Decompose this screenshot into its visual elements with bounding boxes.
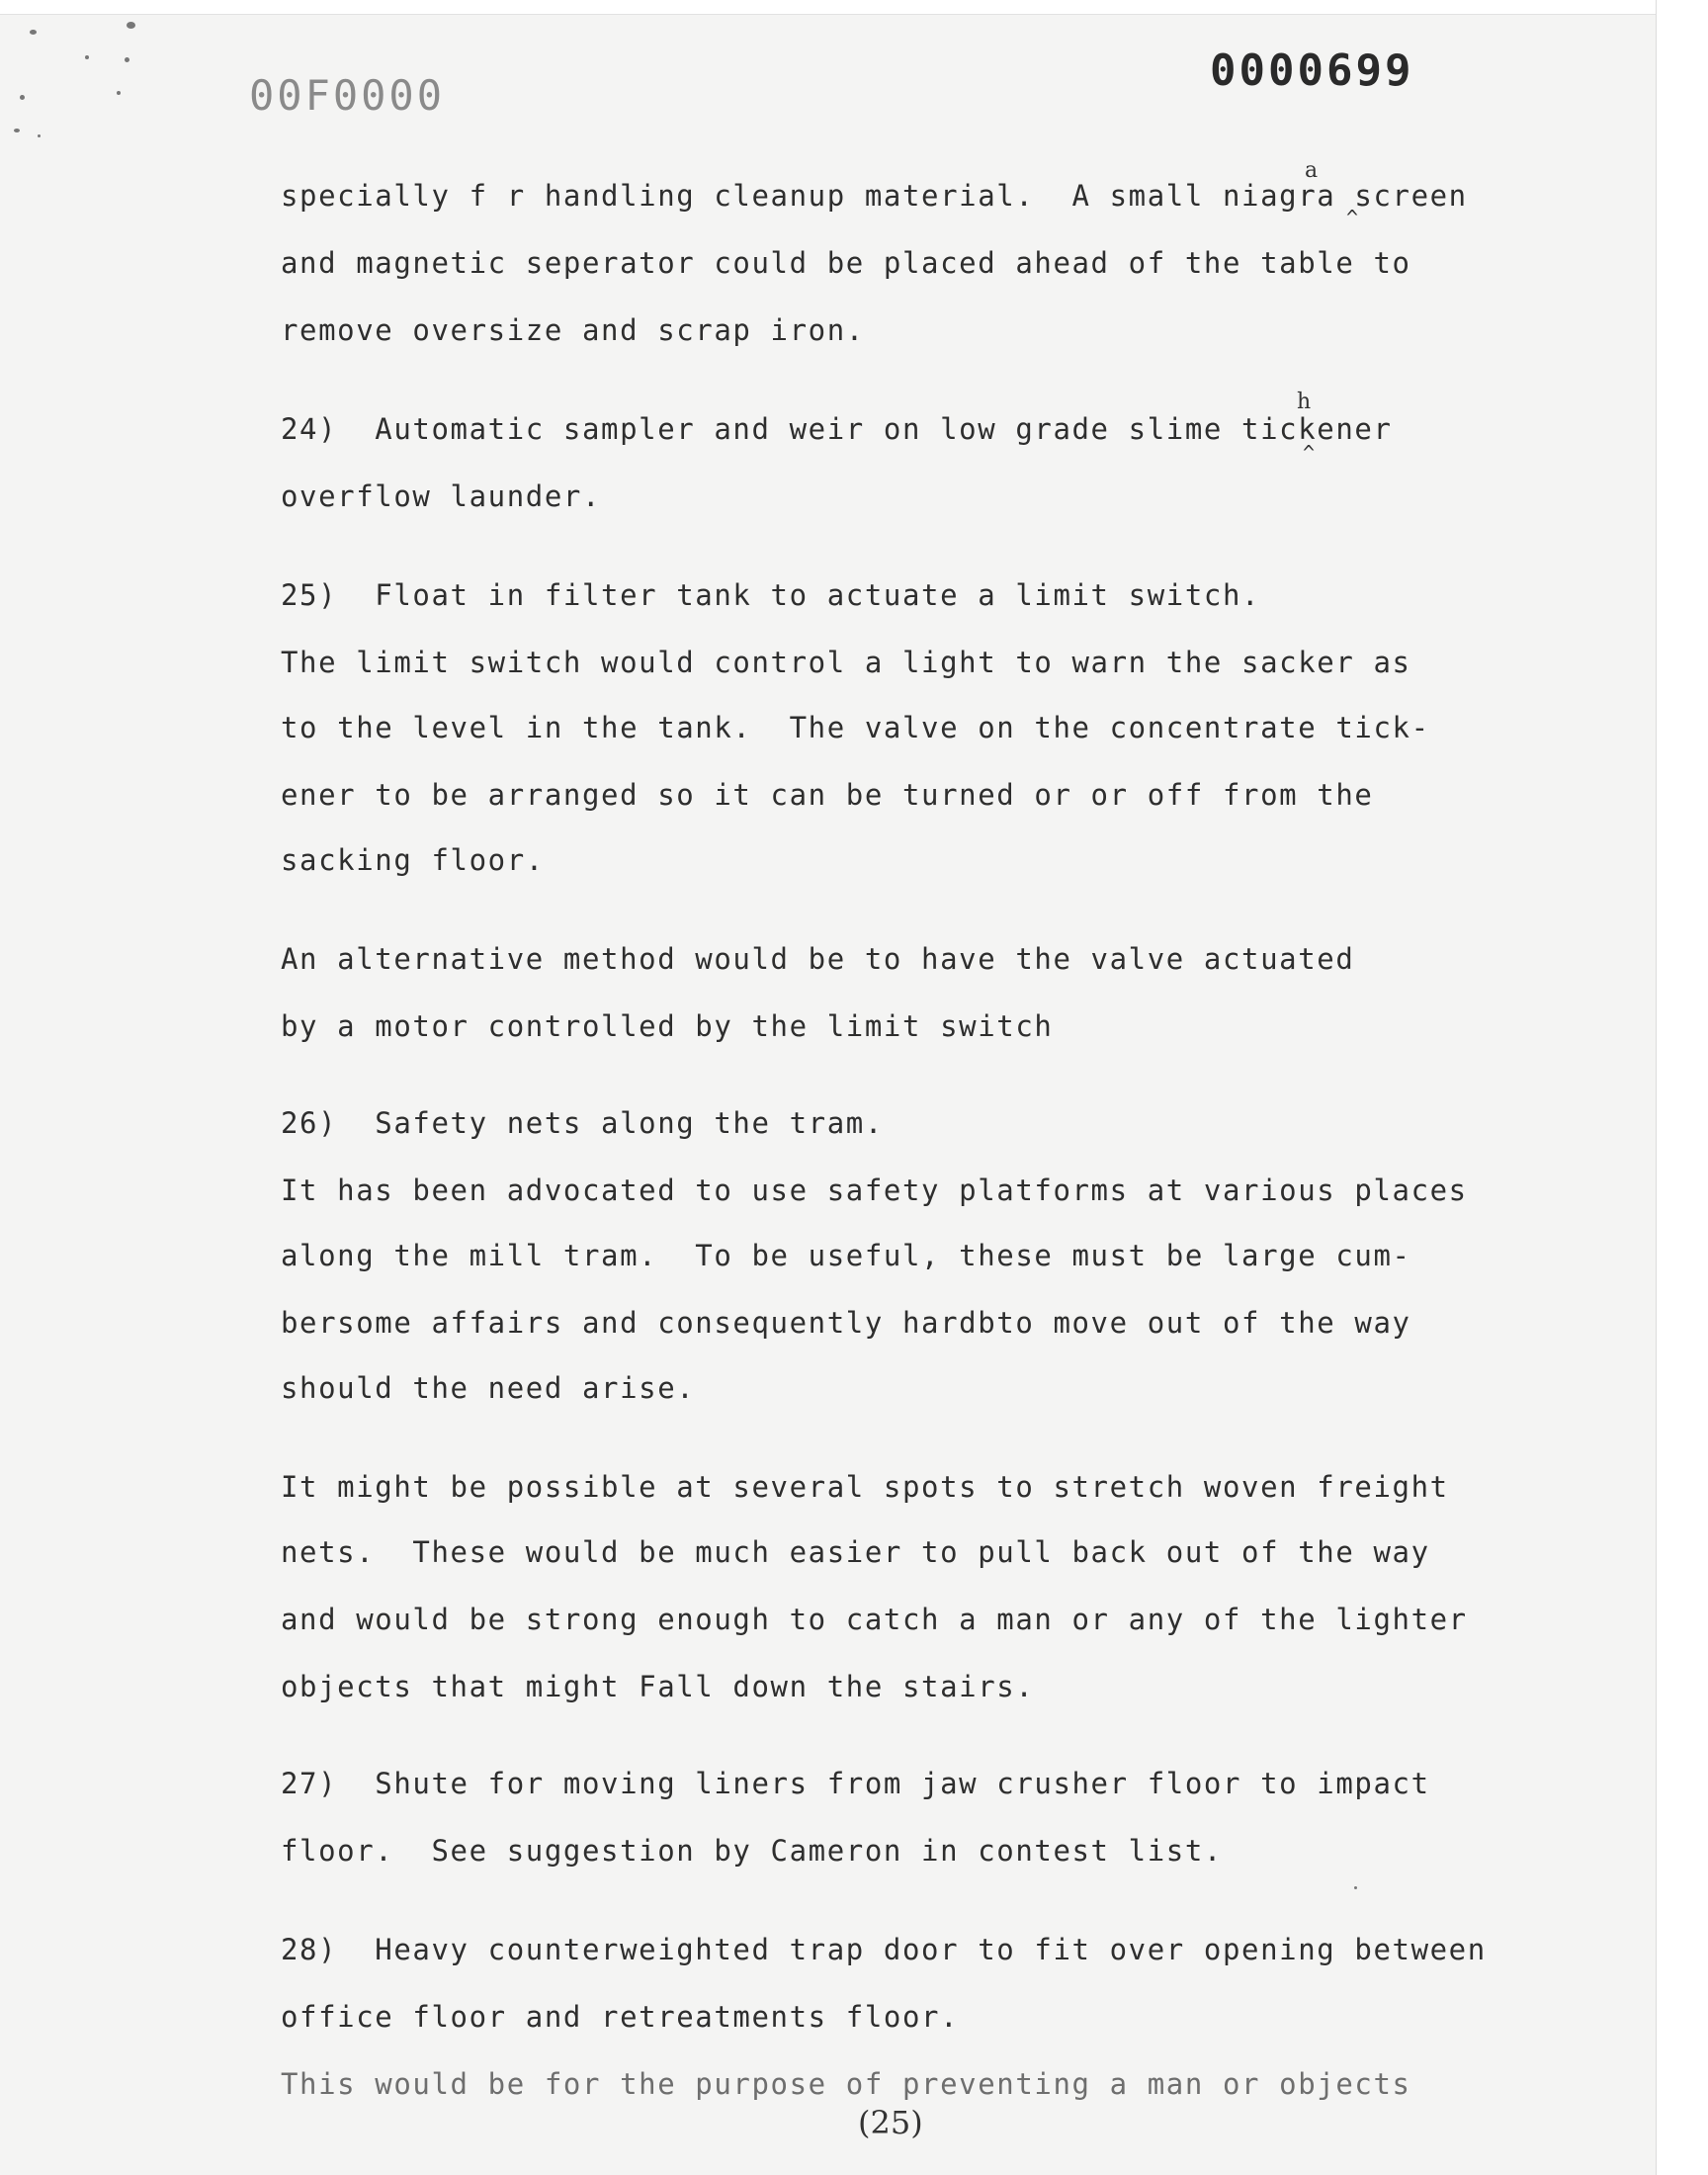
scan-top-edge (0, 0, 1657, 15)
item-27-heading: 27) Shute for moving liners from jaw crusher floor to impact (281, 1767, 1430, 1800)
text-line-14: It has been advocated to use safety platforms at various places (281, 1174, 1468, 1207)
text-line-23: floor. See suggestion by Cameron in contest list. (281, 1834, 1223, 1868)
text-line-19: nets. These would be much easier to pull back out of the way (281, 1535, 1430, 1569)
text-line-15: along the mill tram. To be useful, these must be large cum- (281, 1239, 1411, 1272)
text-line-2: and magnetic seperator could be placed ahead of the table to (281, 246, 1411, 280)
bates-stamp-faint: 00F0000 (249, 71, 446, 120)
text-line-17: should the need arise. (281, 1371, 696, 1405)
handwritten-insert-a: a (1305, 158, 1319, 183)
text-line-18: It might be possible at several spots to stretch woven freight (281, 1470, 1449, 1504)
handwritten-insert-h: h (1297, 390, 1312, 414)
text-line-8: to the level in the tank. The valve on the concentrate tick- (281, 711, 1430, 744)
item-24-heading: 24) Automatic sampler and weir on low grade slime tickener (281, 412, 1393, 446)
page-number: (25) (858, 2104, 923, 2141)
item-28-heading: 28) Heavy counterweighted trap door to fit over opening between (281, 1933, 1487, 1966)
text-line-26: This would be for the purpose of preventing a man or objects (281, 2067, 1411, 2101)
text-line-10: sacking floor. (281, 843, 545, 877)
text-line-16: bersome affairs and consequently hardbto move out of the way (281, 1306, 1411, 1340)
text-line-20: and would be strong enough to catch a man or any of the lighter (281, 1603, 1468, 1636)
bates-stamp: 0000699 (1210, 45, 1414, 96)
text-line-1: specially f r handling cleanup material. A small niagra screen (281, 179, 1468, 213)
text-line-12: by a motor controlled by the limit switch (281, 1009, 1054, 1043)
item-26-heading: 26) Safety nets along the tram. (281, 1106, 884, 1140)
text-line-11: An alternative method would be to have the valve actuated (281, 942, 1355, 976)
item-25-heading: 25) Float in filter tank to actuate a limit switch. (281, 578, 1261, 612)
insertion-caret-icon: ^ (1346, 206, 1359, 229)
text-line-5: overflow launder. (281, 479, 602, 513)
text-line-9: ener to be arranged so it can be turned or or off from the (281, 778, 1374, 812)
insertion-caret-icon: ^ (1303, 441, 1316, 465)
scan-right-edge (1656, 0, 1708, 2175)
text-line-3: remove oversize and scrap iron. (281, 313, 865, 347)
text-line-7: The limit switch would control a light to warn the sacker as (281, 646, 1411, 679)
text-line-21: objects that might Fall down the stairs. (281, 1670, 1035, 1703)
text-line-25: office floor and retreatments floor. (281, 2000, 960, 2034)
